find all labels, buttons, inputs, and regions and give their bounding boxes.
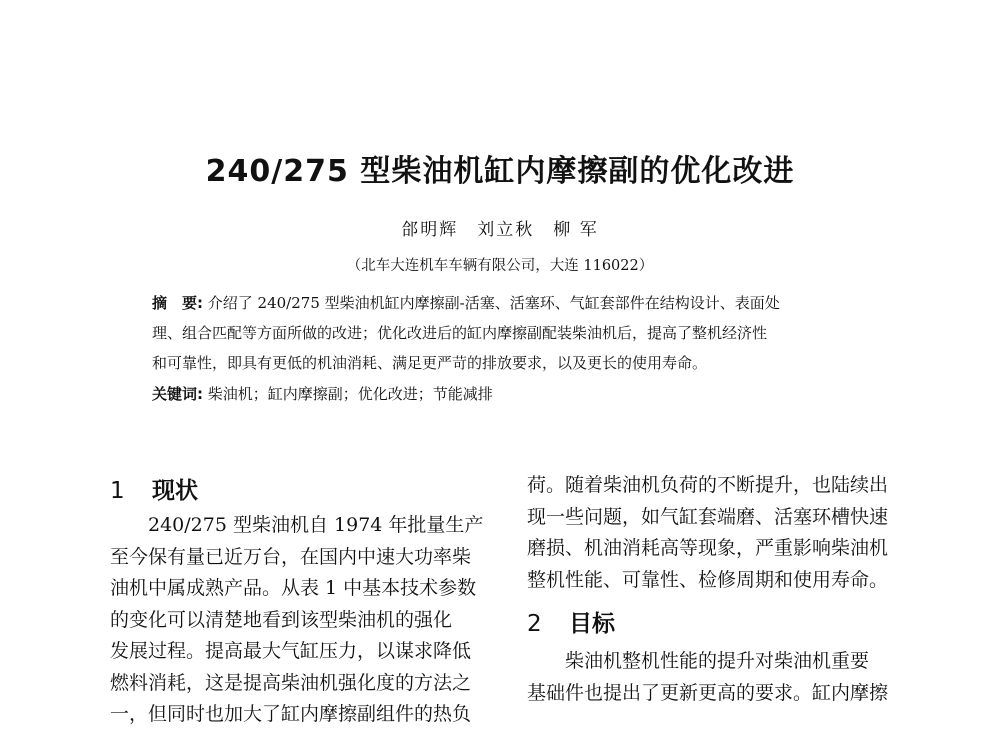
abstract (152, 288, 874, 378)
authors: 郃明辉 刘立秋 柳 军 (401, 220, 599, 240)
abstract-line: 摘 要: 介绍了 240/275 型柴油机缸内摩擦副-活塞、活塞环、气缸套部件在结构设计、表面处 (152, 294, 780, 312)
keywords (152, 383, 493, 404)
body-line: 发展过程。提高最大气缸压力，以谋求降低 (110, 640, 472, 662)
section-2-body (527, 646, 907, 709)
body-line: 燃料消耗，这是提高柴油机强化度的方法之 (110, 671, 472, 694)
left-column-body (110, 510, 490, 731)
abstract-line: 和可靠性，即具有更低的机油消耗、满足更严苛的排放要求，以及更长的使用寿命。 (152, 354, 708, 372)
body-line: 240/275 型柴油机自 1974 年批量生产 (110, 514, 484, 536)
section-title: 现状 (152, 478, 198, 504)
body-line: 柴油机整机性能的提升对柴油机重要 (527, 650, 870, 672)
section-title: 目标 (569, 611, 615, 637)
body-line: 现一些问题，如气缸套端磨、活塞环槽快速 (527, 505, 889, 528)
body-line: 至今保有量已近万台，在国内中速大功率柴 (110, 545, 472, 568)
keywords-label: 关键词: (152, 385, 203, 403)
abstract-line: 理、组合匹配等方面所做的改进；优化改进后的缸内摩擦副配装柴油机后，提高了整机经济性 (152, 324, 768, 342)
body-line: 基础件也提出了更新更高的要求。缸内摩擦 (527, 681, 889, 704)
section-number: 2 (527, 611, 542, 637)
body-line: 荷。随着柴油机负荷的不断提升，也陆续出 (527, 474, 889, 496)
section-1-heading (110, 472, 198, 505)
right-column-body (527, 470, 907, 596)
section-2-heading (527, 605, 615, 638)
keywords-text: 柴油机；缸内摩擦副；优化改进；节能减排 (207, 385, 493, 403)
paper-title: 240/275 型柴油机缸内摩擦副的优化改进 (205, 154, 795, 189)
body-line: 的变化可以清楚地看到该型柴油机的强化 (110, 608, 453, 631)
section-number: 1 (110, 478, 125, 504)
body-line: 油机中属成熟产品。从表 1 中基本技术参数 (110, 577, 477, 599)
abstract-label: 摘 要: (152, 294, 203, 312)
body-line: 整机性能、可靠性、检修周期和使用寿命。 (527, 568, 889, 591)
body-line: 磨损、机油消耗高等现象，严重影响柴油机 (527, 537, 889, 559)
affiliation: （北车大连机车车辆有限公司，大连 116022） (346, 258, 654, 274)
body-line: 一，但同时也加大了缸内摩擦副组件的热负 (110, 703, 472, 725)
